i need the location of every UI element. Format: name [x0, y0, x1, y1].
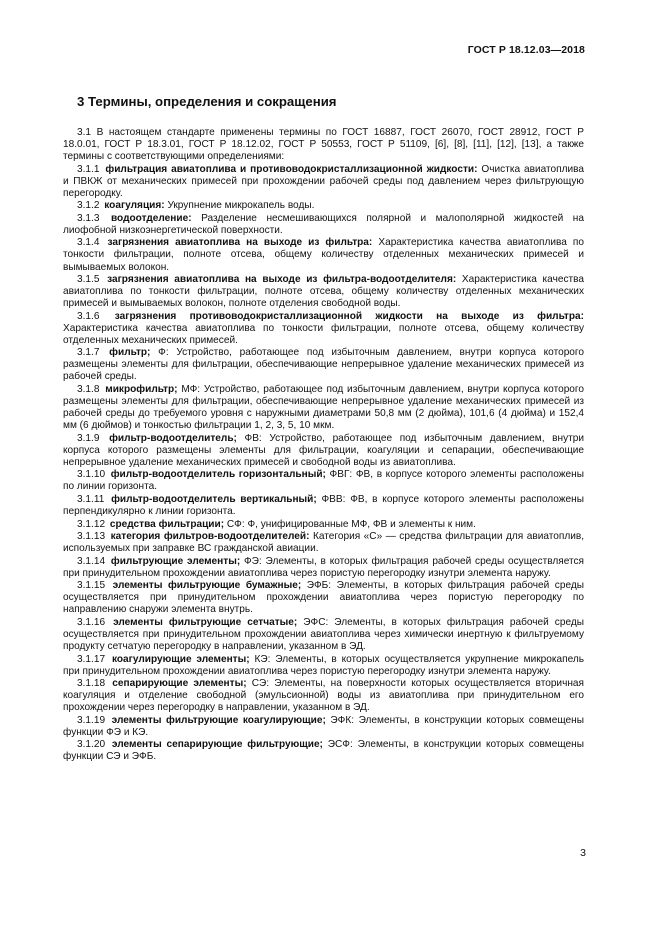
term-name: загрязнения противоводокристаллизационной жидкости на выходе из фильтра:	[114, 310, 584, 322]
term-number: 3.1.13	[77, 531, 106, 543]
term-number: 3.1.15	[77, 580, 106, 592]
term-definition: ФЭ: Элементы, в которых фильтрация рабочей среды осуществляется при принудительном прохождении авиатоплива через пористую перегородку изнутри элемента наружу.	[63, 555, 584, 579]
term-number: 3.1.10	[77, 469, 106, 481]
term-name: фильтр-водоотделитель;	[109, 432, 237, 444]
term-entry	[63, 519, 584, 531]
term-name: фильтр-водоотделитель вертикальный;	[111, 493, 317, 505]
term-entry	[63, 433, 584, 469]
term-number: 3.1.2	[77, 200, 100, 212]
term-entry	[63, 580, 584, 616]
term-name: элементы сепарирующие фильтрующие;	[111, 739, 323, 751]
term-definition: Характеристика качества авиатоплива по тонкости фильтрации, полноте отсева, общему количеству отделенных механических примесей.	[63, 322, 584, 346]
term-name: категория фильтров-водоотделителей:	[110, 531, 310, 543]
term-number: 3.1.18	[77, 678, 106, 690]
term-definition: ЭФС: Элементы, в которых фильтрация рабочей среды осуществляется при принудительном прохождении авиатоплива через химически инертную к фильтруемому продукту сетчатую перегородку в направлении, указанном в ЭД.	[63, 616, 584, 652]
term-number: 3.1.6	[77, 310, 100, 322]
intro-paragraph: 3.1 В настоящем стандарте применены термины по ГОСТ 16887, ГОСТ 26070, ГОСТ 28912, ГОСТ Р 18.0.01, ГОСТ Р 18.3.01, ГОСТ Р 18.12.02, ГОСТ Р 50553, ГОСТ Р 51109, [6], [8], [11], [12], [13], а также термины с соответствующими определениями:	[63, 127, 584, 163]
term-name: элементы фильтрующие бумажные;	[112, 580, 302, 592]
term-number: 3.1.7	[77, 347, 100, 359]
term-name: фильтрующие элементы;	[110, 555, 241, 567]
term-entry	[63, 531, 584, 555]
term-definition: ФВГ: ФВ, в корпусе которого элементы расположены по линии горизонта.	[63, 469, 584, 493]
term-name: фильтр;	[109, 347, 151, 359]
term-entry	[63, 617, 584, 653]
term-entry	[63, 200, 584, 212]
term-definition: ФВ: Устройство, работающее под избыточным давлением, внутри корпуса которого размещены элементы для фильтрации, коагуляции и сепарации, обеспечивающие непрерывное удаление механических примесей и свободной воды из авиатоплива.	[63, 432, 584, 468]
term-number: 3.1.19	[77, 714, 106, 726]
term-entry	[63, 311, 584, 347]
term-name: коагулирующие элементы;	[111, 653, 250, 665]
term-entry	[63, 274, 584, 310]
term-number: 3.1.8	[77, 383, 100, 395]
term-entry	[63, 469, 584, 493]
section-body	[63, 127, 584, 764]
document-header: ГОСТ Р 18.12.03—2018	[467, 44, 585, 56]
term-definition: ЭФК: Элементы, в конструкции которых совмещены функции ФЭ и КЭ.	[63, 714, 584, 738]
term-name: микрофильтр;	[105, 383, 178, 395]
term-definition: ЭФБ: Элементы, в которых фильтрация рабочей среды осуществляется при принудительном прохождении авиатоплива через пористую перегородку по направлению снаружи элемента внутрь.	[63, 580, 585, 616]
term-definition: Очистка авиатоплива и ПВКЖ от механических примесей при прохождении рабочей среды под давлением через фильтрующую перегородку.	[63, 163, 584, 199]
term-entry	[63, 347, 584, 383]
term-name: средства фильтрации;	[109, 518, 225, 530]
term-name: фильтрация авиатоплива и противоводокристаллизационной жидкости:	[105, 163, 478, 175]
term-name: элементы фильтрующие коагулирующие;	[111, 714, 326, 726]
terms-list	[63, 164, 584, 764]
term-name: элементы фильтрующие сетчатые;	[113, 616, 298, 628]
term-definition: Характеристика качества авиатоплива по тонкости фильтрации, полноте отсева, общему количеству отделенных механических примесей и вымываемых волокон, полноте отделения свободной воды.	[63, 274, 584, 310]
term-definition: Характеристика качества авиатоплива по тонкости фильтрации, полноте отсева, общему количеству отделенных механических примесей и вымываемых волокон.	[63, 237, 585, 273]
term-entry	[63, 739, 584, 763]
term-entry	[63, 494, 584, 518]
term-number: 3.1.14	[77, 555, 106, 567]
term-number: 3.1.17	[77, 653, 106, 665]
section-title: 3 Термины, определения и сокращения	[77, 94, 337, 109]
term-definition: ФВВ: ФВ, в корпусе которого элементы расположены перпендикулярно к линии горизонта.	[63, 493, 584, 517]
term-definition: Разделение несмешивающихся полярной и малополярной жидкостей на лиофобной низкоэнергетической поверхности.	[63, 212, 584, 236]
term-name: водоотделение:	[110, 212, 192, 224]
term-entry	[63, 556, 584, 580]
term-number: 3.1.4	[77, 237, 100, 249]
term-number: 3.1.9	[77, 432, 100, 444]
term-number: 3.1.12	[77, 518, 106, 530]
term-definition: КЭ: Элементы, в которых осуществляется укрупнение микрокапель при принудительном прохождении авиатоплива через пористую перегородку изнутри элемента наружу.	[63, 653, 584, 677]
term-definition: СФ: Ф, унифицированные МФ, ФВ и элементы к ним.	[226, 518, 476, 530]
page-number: 3	[580, 847, 586, 859]
term-entry	[63, 384, 584, 432]
term-entry	[63, 237, 584, 273]
term-number: 3.1.16	[77, 616, 106, 628]
term-entry	[63, 654, 584, 678]
term-number: 3.1.20	[77, 739, 106, 751]
term-name: загрязнения авиатоплива на выходе из фильтра:	[107, 237, 373, 249]
term-entry	[63, 715, 584, 739]
term-number: 3.1.1	[77, 163, 100, 175]
term-name: сепарирующие элементы;	[112, 678, 247, 690]
term-name: загрязнения авиатоплива на выходе из фильтра-водоотделителя:	[107, 274, 457, 286]
term-definition: Категория «С» — средства фильтрации для авиатоплив, используемых при заправке ВС гражданской авиации.	[63, 531, 585, 555]
term-definition: Ф: Устройство, работающее под избыточным давлением, внутри корпуса которого размещены элементы для фильтрации, обеспечивающие непрерывное удаление механических примесей из рабочей среды.	[63, 347, 584, 383]
term-number: 3.1.5	[77, 274, 100, 286]
term-number: 3.1.11	[77, 493, 105, 505]
term-definition: Укрупнение микрокапель воды.	[167, 200, 315, 212]
term-entry	[63, 678, 584, 714]
term-entry	[63, 164, 584, 200]
term-definition: МФ: Устройство, работающее под избыточным давлением, внутри корпуса которого размещены элементы для фильтрации, обеспечивающие непрерывное удаление механических примесей из рабочей среды до требуемого уровня с наружными диаметрами 50,8 мм (2 дюйма), 101,6 (4 дюйма) и 152,4 мм (6 дюймов) и тонкостью фильтрации 1, 2, 3, 5, 10 мкм.	[63, 383, 584, 432]
term-definition: СЭ: Элементы, на поверхности которых осуществляется вторичная коагуляция и отделение свободной (эмульсионной) воды из авиатоплива при принудительном его прохождении через перегородку в направлении, указанном в ЭД.	[63, 678, 584, 714]
term-definition: ЭСФ: Элементы, в конструкции которых совмещены функции СЭ и ЭФБ.	[63, 739, 584, 763]
term-entry	[63, 213, 584, 237]
term-name: фильтр-водоотделитель горизонтальный;	[110, 469, 326, 481]
term-number: 3.1.3	[77, 212, 100, 224]
term-name: коагуляция:	[104, 200, 165, 212]
